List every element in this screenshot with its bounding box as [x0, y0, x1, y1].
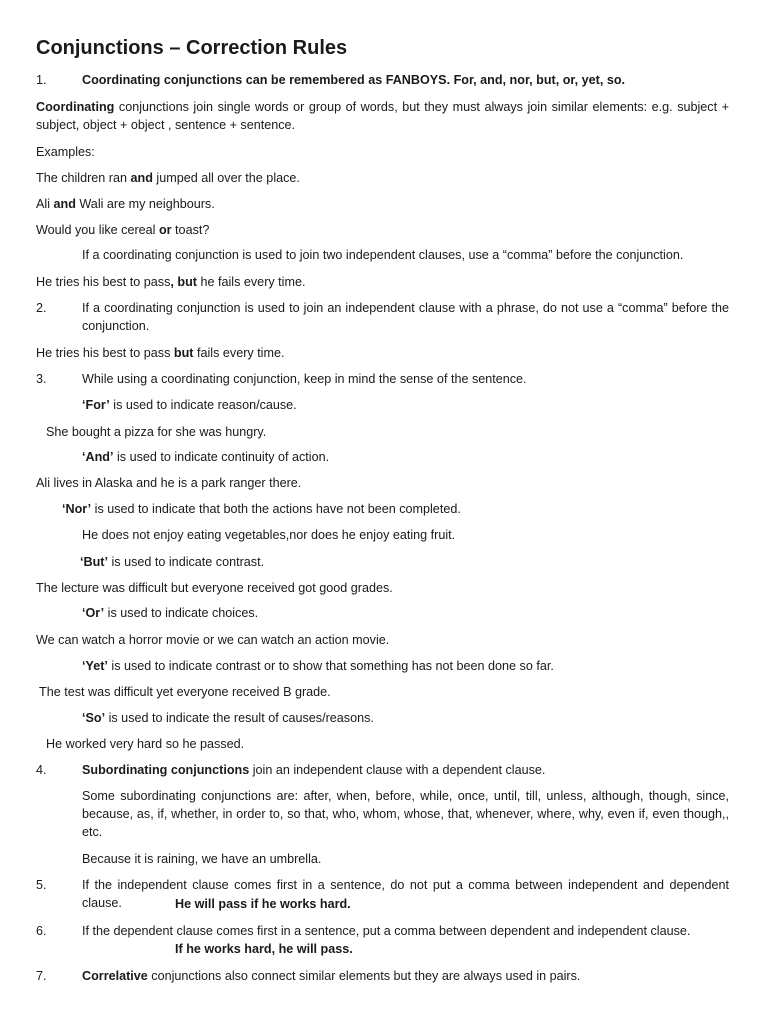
or-rule: ‘Or’ is used to indicate choices.: [82, 606, 259, 620]
comma-rule: If a coordinating conjunction is used to join two independent clauses, use a “comma” before the conjunction.: [82, 248, 684, 262]
so-example: He worked very hard so he passed.: [46, 737, 245, 751]
item-3-number: 3.: [36, 372, 47, 386]
coordinating-definition: conjunctions join single words or group of words, but they must always join similar elements: e.g. subject + subject, object + object , sentence + sentence.: [36, 100, 729, 132]
item-4-number: 4.: [36, 763, 47, 777]
and-rule: ‘And’ is used to indicate continuity of action.: [82, 450, 330, 464]
page-title: Conjunctions – Correction Rules: [36, 37, 348, 59]
item-5-number: 5.: [36, 878, 47, 892]
so-rule: ‘So’ is used to indicate the result of causes/reasons.: [82, 711, 374, 725]
example-ali-and-wali: Ali and Wali are my neighbours.: [36, 197, 215, 211]
item-7-text: Correlative conjunctions also connect similar elements but they are always used in pairs.: [82, 969, 581, 983]
but-example: The lecture was difficult but everyone received got good grades.: [36, 581, 393, 595]
item-2-text: If a coordinating conjunction is used to join an independent clause with a phrase, do not use a “comma” before the conjunction.: [82, 301, 729, 333]
coordinating-paragraph: [36, 98, 729, 134]
yet-example: The test was difficult yet everyone received B grade.: [39, 685, 331, 699]
example-and: The children ran and jumped all over the place.: [36, 171, 300, 185]
or-example: We can watch a horror movie or we can watch an action movie.: [36, 633, 390, 647]
example-no-comma-but: He tries his best to pass but fails every time.: [36, 346, 285, 360]
item-3-text: While using a coordinating conjunction, keep in mind the sense of the sentence.: [82, 372, 527, 386]
nor-example: He does not enjoy eating vegetables,nor does he enjoy eating fruit.: [82, 528, 456, 542]
item-6-text: If the dependent clause comes first in a sentence, put a comma between dependent and independent clause.: [82, 924, 691, 938]
item-5-text: If the independent clause comes first in a sentence, do not put a comma between independent and dependent clause.: [82, 878, 729, 910]
item-5-example: He will pass if he works hard.: [175, 897, 351, 911]
but-rule: ‘But’ is used to indicate contrast.: [80, 555, 265, 569]
item-7-number: 7.: [36, 969, 47, 983]
for-rule: ‘For’ is used to indicate reason/cause.: [82, 398, 297, 412]
and-example: Ali lives in Alaska and he is a park ranger there.: [36, 476, 302, 490]
item-6-example: If he works hard, he will pass.: [175, 942, 353, 956]
item-1-number: 1.: [36, 73, 47, 87]
examples-label: Examples:: [36, 145, 95, 159]
item-4-text: Subordinating conjunctions join an independent clause with a dependent clause.: [82, 763, 546, 777]
coordinating-term: Coordinating: [36, 100, 115, 114]
subordinating-list: Some subordinating conjunctions are: after, when, before, while, once, until, till, unless, although, though, since, because, as, if, whether, in order to, so that, who, whom, whose, that, whenever, where, why, even if, even though,, etc.: [82, 789, 729, 839]
example-comma-but: He tries his best to pass, but he fails every time.: [36, 275, 306, 289]
example-or: Would you like cereal or toast?: [36, 223, 210, 237]
item-1-text: Coordinating conjunctions can be remembered as FANBOYS. For, and, nor, but, or, yet, so.: [82, 73, 626, 87]
for-example: She bought a pizza for she was hungry.: [46, 425, 267, 439]
item-2-number: 2.: [36, 301, 47, 315]
yet-rule: ‘Yet’ is used to indicate contrast or to show that something has not been done so far.: [82, 659, 554, 673]
nor-rule: ‘Nor’ is used to indicate that both the actions have not been completed.: [62, 502, 461, 516]
item-6-number: 6.: [36, 924, 47, 938]
subordinating-example: Because it is raining, we have an umbrella.: [82, 852, 322, 866]
